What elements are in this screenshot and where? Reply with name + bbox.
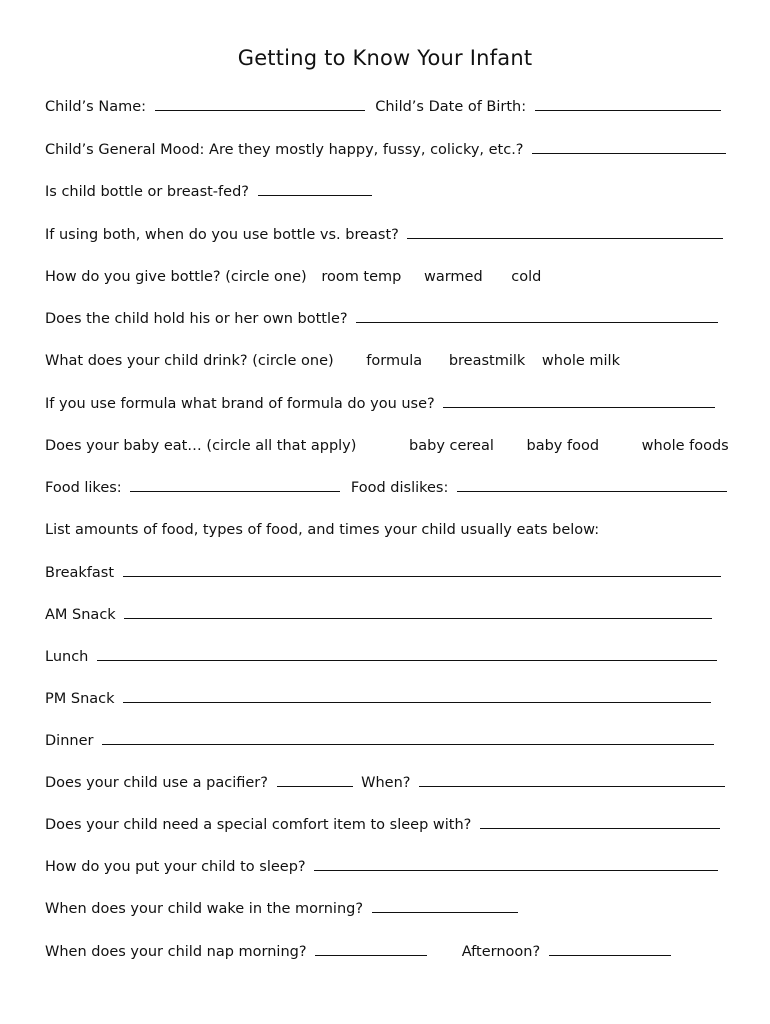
question-name-dob	[45, 99, 721, 115]
child-name-field[interactable]	[155, 109, 365, 111]
question-mood	[45, 142, 726, 158]
food-dislikes-label: Food dislikes:	[350, 480, 449, 496]
food-likes-field[interactable]	[130, 490, 340, 492]
sleep-routine-label: How do you put your child to sleep?	[45, 859, 306, 875]
lunch-field[interactable]	[97, 659, 717, 661]
question-baby-eats	[45, 438, 729, 454]
question-nap-times	[45, 944, 671, 960]
dinner-label: Dinner	[45, 733, 94, 749]
question-sleep-routine	[45, 859, 718, 875]
option-breastmilk[interactable]: breastmilk	[448, 353, 526, 369]
question-food-prefs	[45, 480, 727, 496]
child-dob-label: Child’s Date of Birth:	[375, 99, 527, 115]
meal-lunch	[45, 649, 717, 665]
pm-snack-label: PM Snack	[45, 691, 115, 707]
feeding-type-label: Is child bottle or breast-fed?	[45, 184, 249, 200]
question-hold-bottle	[45, 311, 718, 327]
child-name-label: Child’s Name:	[45, 99, 147, 115]
pacifier-field[interactable]	[277, 785, 353, 787]
question-formula-brand	[45, 396, 715, 412]
option-whole-milk[interactable]: whole milk	[541, 353, 620, 369]
question-drink	[45, 353, 620, 369]
pacifier-when-field[interactable]	[419, 785, 725, 787]
mood-field[interactable]	[532, 152, 726, 154]
meal-breakfast	[45, 565, 721, 581]
formula-brand-field[interactable]	[443, 406, 715, 408]
sleep-routine-field[interactable]	[314, 869, 718, 871]
question-feeding-type	[45, 184, 372, 200]
baby-eats-label: Does your baby eat… (circle all that apply)	[45, 438, 357, 454]
bottle-temp-label: How do you give bottle? (circle one)	[45, 269, 307, 285]
mood-label: Child’s General Mood: Are they mostly happy, fussy, colicky, etc.?	[45, 142, 524, 158]
comfort-item-label: Does your child need a special comfort item to sleep with?	[45, 817, 472, 833]
dinner-field[interactable]	[102, 743, 714, 745]
question-wake-time	[45, 901, 518, 917]
meal-dinner	[45, 733, 714, 749]
nap-morning-field[interactable]	[315, 954, 427, 956]
option-formula[interactable]: formula	[366, 353, 423, 369]
am-snack-field[interactable]	[124, 617, 712, 619]
wake-time-field[interactable]	[372, 911, 518, 913]
food-likes-label: Food likes:	[45, 480, 122, 496]
bottle-vs-breast-label: If using both, when do you use bottle vs. breast?	[45, 227, 399, 243]
question-bottle-vs-breast	[45, 227, 723, 243]
option-whole-foods[interactable]: whole foods	[641, 438, 729, 454]
option-warmed[interactable]: warmed	[423, 269, 483, 285]
nap-morning-label: When does your child nap morning?	[45, 944, 307, 960]
drink-label: What does your child drink? (circle one)	[45, 353, 334, 369]
hold-bottle-label: Does the child hold his or her own bottle?	[45, 311, 348, 327]
feeding-type-field[interactable]	[258, 194, 372, 196]
bottle-vs-breast-field[interactable]	[407, 237, 723, 239]
nap-afternoon-label: Afternoon?	[461, 944, 541, 960]
child-dob-field[interactable]	[535, 109, 721, 111]
breakfast-label: Breakfast	[45, 565, 115, 581]
pm-snack-field[interactable]	[123, 701, 711, 703]
comfort-item-field[interactable]	[480, 827, 720, 829]
form-title: Getting to Know Your Infant	[237, 46, 533, 70]
meal-am-snack	[45, 607, 712, 623]
question-bottle-temp	[45, 269, 541, 285]
question-meal-schedule	[45, 522, 599, 538]
option-room-temp[interactable]: room temp	[321, 269, 402, 285]
meal-schedule-label: List amounts of food, types of food, and times your child usually eats below:	[45, 522, 600, 538]
breakfast-field[interactable]	[123, 575, 721, 577]
lunch-label: Lunch	[45, 649, 89, 665]
formula-brand-label: If you use formula what brand of formula do you use?	[45, 396, 435, 412]
pacifier-label: Does your child use a pacifier?	[45, 775, 268, 791]
question-pacifier	[45, 775, 725, 791]
question-comfort-item	[45, 817, 720, 833]
hold-bottle-field[interactable]	[356, 321, 718, 323]
am-snack-label: AM Snack	[45, 607, 116, 623]
option-cold[interactable]: cold	[511, 269, 542, 285]
pacifier-when-label: When?	[361, 775, 411, 791]
meal-pm-snack	[45, 691, 711, 707]
wake-time-label: When does your child wake in the morning?	[45, 901, 364, 917]
option-baby-food[interactable]: baby food	[526, 438, 600, 454]
option-baby-cereal[interactable]: baby cereal	[409, 438, 494, 454]
food-dislikes-field[interactable]	[457, 490, 727, 492]
nap-afternoon-field[interactable]	[549, 954, 671, 956]
